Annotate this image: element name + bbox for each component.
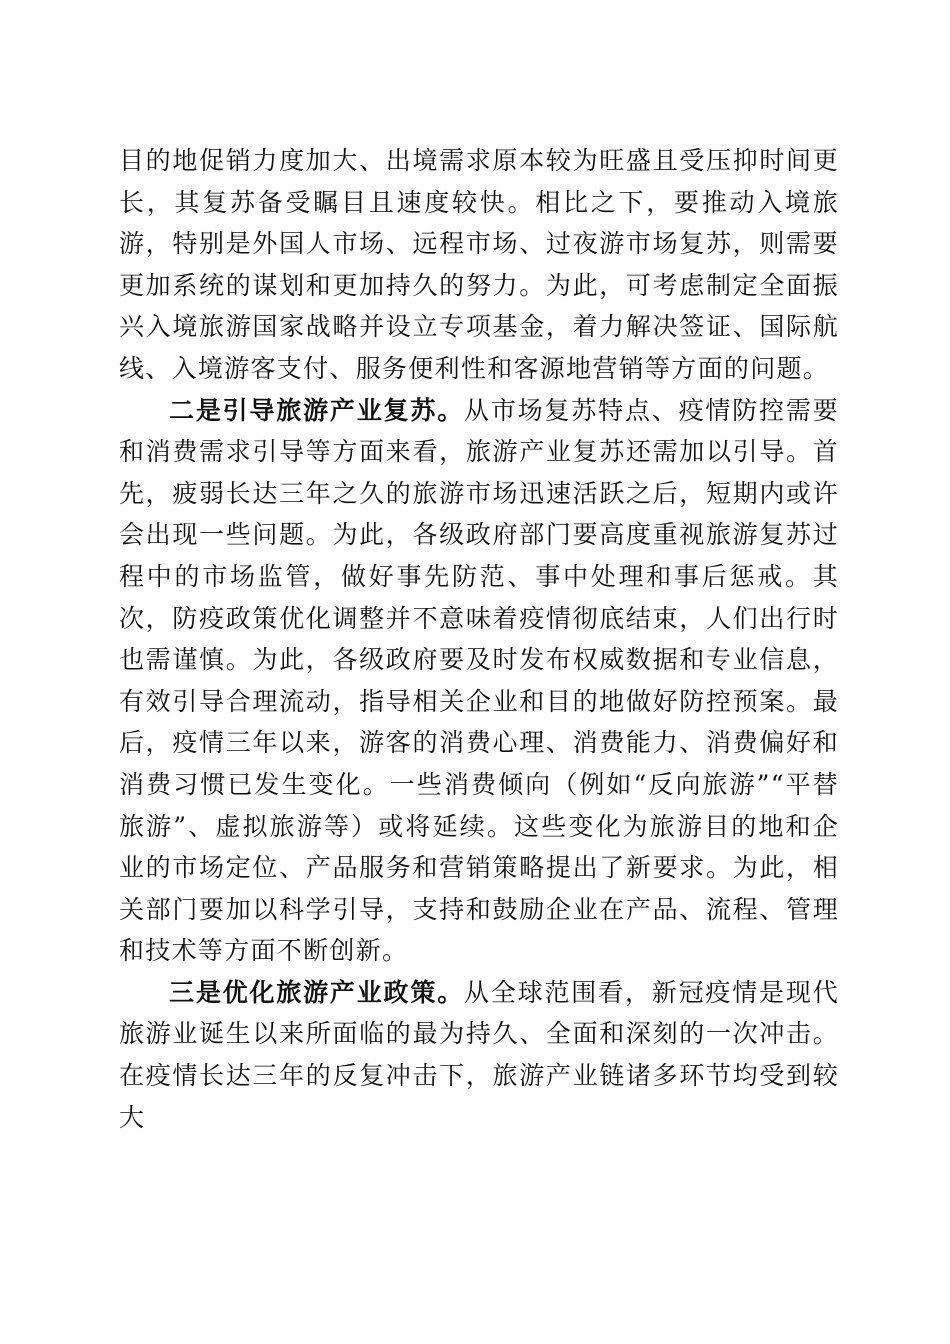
paragraph-text: 从全球范围看，新冠疫情是现代旅游业诞生以来所面临的最为持久、全面和深刻的一次冲击。在疫情长达三年的反复冲击下，旅游产业链诸多环节均受到较大 — [119, 977, 839, 1132]
paragraph-lead-heading: 二是引导旅游产业复苏。 — [169, 395, 465, 425]
paragraph-optimize-industry-policy — [119, 972, 839, 1138]
paragraph-text: 目的地促销力度加大、出境需求原本较为旺盛且受压抑时间更长，其复苏备受瞩目且速度较快。相比之下，要推动入境旅游，特别是外国人市场、远程市场、过夜游市场复苏，则需要更加系统的谋划和更加持久的努力。为此，可考虑制定全面振兴入境旅游国家战略并设立专项基金，着力解决签证、国际航线、入境游客支付、服务便利性和客源地营销等方面的问题。 — [119, 146, 839, 383]
paragraph-text: 从市场复苏特点、疫情防控需要和消费需求引导等方面来看，旅游产业复苏还需加以引导。首先，疲弱长达三年之久的旅游市场迅速活跃之后，短期内或许会出现一些问题。为此，各级政府部门要高度重视旅游复苏过程中的市场监管，做好事先防范、事中处理和事后惩戒。其次，防疫政策优化调整并不意味着疫情彻底结束，人们出行时也需谨慎。为此，各级政府要及时发布权威数据和专业信息，有效引导合理流动，指导相关企业和目的地做好防控预案。最后，疫情三年以来，游客的消费心理、消费能力、消费偏好和消费习惯已发生变化。一些消费倾向（例如“反向旅游”“平替旅游”、虚拟旅游等）或将延续。这些变化为旅游目的地和企业的市场定位、产品服务和营销策略提出了新要求。为此，相关部门要加以科学引导，支持和鼓励企业在产品、流程、管理和技术等方面不断创新。 — [119, 395, 839, 966]
paragraph-guide-industry-recovery — [119, 390, 839, 972]
paragraph-lead-heading: 三是优化旅游产业政策。 — [169, 977, 465, 1007]
document-body — [119, 140, 839, 1138]
paragraph-inbound-tourism — [119, 140, 839, 390]
